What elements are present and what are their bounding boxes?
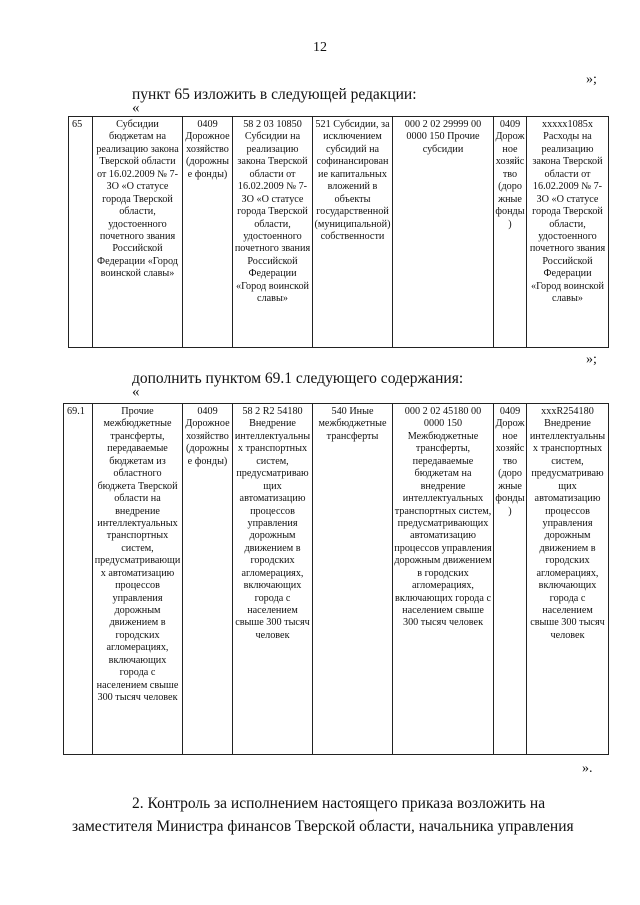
- paragraph-2-line-1: 2. Контроль за исполнением настоящего приказа возложить на: [132, 795, 546, 812]
- closing-quote: ».: [582, 761, 593, 776]
- closing-quote: »;: [586, 352, 597, 367]
- item-number: 65: [69, 117, 93, 348]
- item-number: 69.1: [64, 404, 93, 755]
- amendment-intro-65: пункт 65 изложить в следующей редакции:: [132, 86, 417, 103]
- table-item-65: [68, 116, 609, 348]
- cell-expense-type: 540 Иные межбюджетные трансферты: [313, 404, 393, 755]
- opening-quote: «: [132, 384, 140, 400]
- cell-name: Субсидии бюджетам на реализацию закона Тверской области от 16.02.2009 № 7-ЗО «О статусе города Тверской области, удостоенного почетного звания Российской Федерации «Город воинской славы»: [93, 117, 183, 348]
- cell-section-2: 0409 Дорожное хозяйство (дорожные фонды): [494, 404, 527, 755]
- cell-section: 0409 Дорожное хозяйство (дорожные фонды): [183, 404, 233, 755]
- table-row: [64, 404, 609, 755]
- cell-section-2: 0409 Дорожное хозяйство (дорожные фонды): [494, 117, 527, 348]
- page-number: 12: [313, 40, 327, 55]
- opening-quote: «: [132, 100, 140, 116]
- cell-income-code: 000 2 02 29999 00 0000 150 Прочие субсидии: [393, 117, 494, 348]
- cell-income-code: 000 2 02 45180 00 0000 150 Межбюджетные трансферты, передаваемые бюджетам на внедрение интеллектуальных транспортных систем, предусматривающих автоматизацию процессов управления дорожным движением в городских агломерациях, включающих города с населением свыше 300 тысяч человек: [393, 404, 494, 755]
- paragraph-2-line-2: заместителя Министра финансов Тверской области, начальника управления: [72, 818, 574, 835]
- cell-expense-type: 521 Субсидии, за исключением субсидий на софинансирование капитальных вложений в объекты государственной (муниципальной) собственности: [313, 117, 393, 348]
- cell-target-article: 58 2 03 10850 Субсидии на реализацию закона Тверской области от 16.02.2009 № 7-ЗО «О статусе города Тверской области, удостоенного почетного звания Российской Федерации «Город воинской славы»: [233, 117, 313, 348]
- cell-section: 0409 Дорожное хозяйство (дорожные фонды): [183, 117, 233, 348]
- table-item-69-1: [63, 403, 609, 755]
- cell-name: Прочие межбюджетные трансферты, передаваемые бюджетам из областного бюджета Тверской области на внедрение интеллектуальных транспортных систем, предусматривающих автоматизацию процессов управления дорожным движением в городских агломерациях, включающих города с населением свыше 300 тысяч человек: [93, 404, 183, 755]
- cell-local-code: xxxR254180 Внедрение интеллектуальных транспортных систем, предусматривающих автоматизацию процессов управления дорожным движением в городских агломерациях, включающих города с населением свыше 300 тысяч человек: [527, 404, 609, 755]
- amendment-intro-69-1: дополнить пунктом 69.1 следующего содержания:: [132, 370, 464, 387]
- cell-local-code: xxxxx1085x Расходы на реализацию закона Тверской области от 16.02.2009 № 7-ЗО «О статусе города Тверской области, удостоенного почетного звания Российской Федерации «Город воинской славы»: [527, 117, 609, 348]
- closing-quote: »;: [586, 72, 597, 87]
- cell-target-article: 58 2 R2 54180 Внедрение интеллектуальных транспортных систем, предусматривающих автоматизацию процессов управления дорожным движением в городских агломерациях, включающих города с населением свыше 300 тысяч человек: [233, 404, 313, 755]
- table-row: [69, 117, 609, 348]
